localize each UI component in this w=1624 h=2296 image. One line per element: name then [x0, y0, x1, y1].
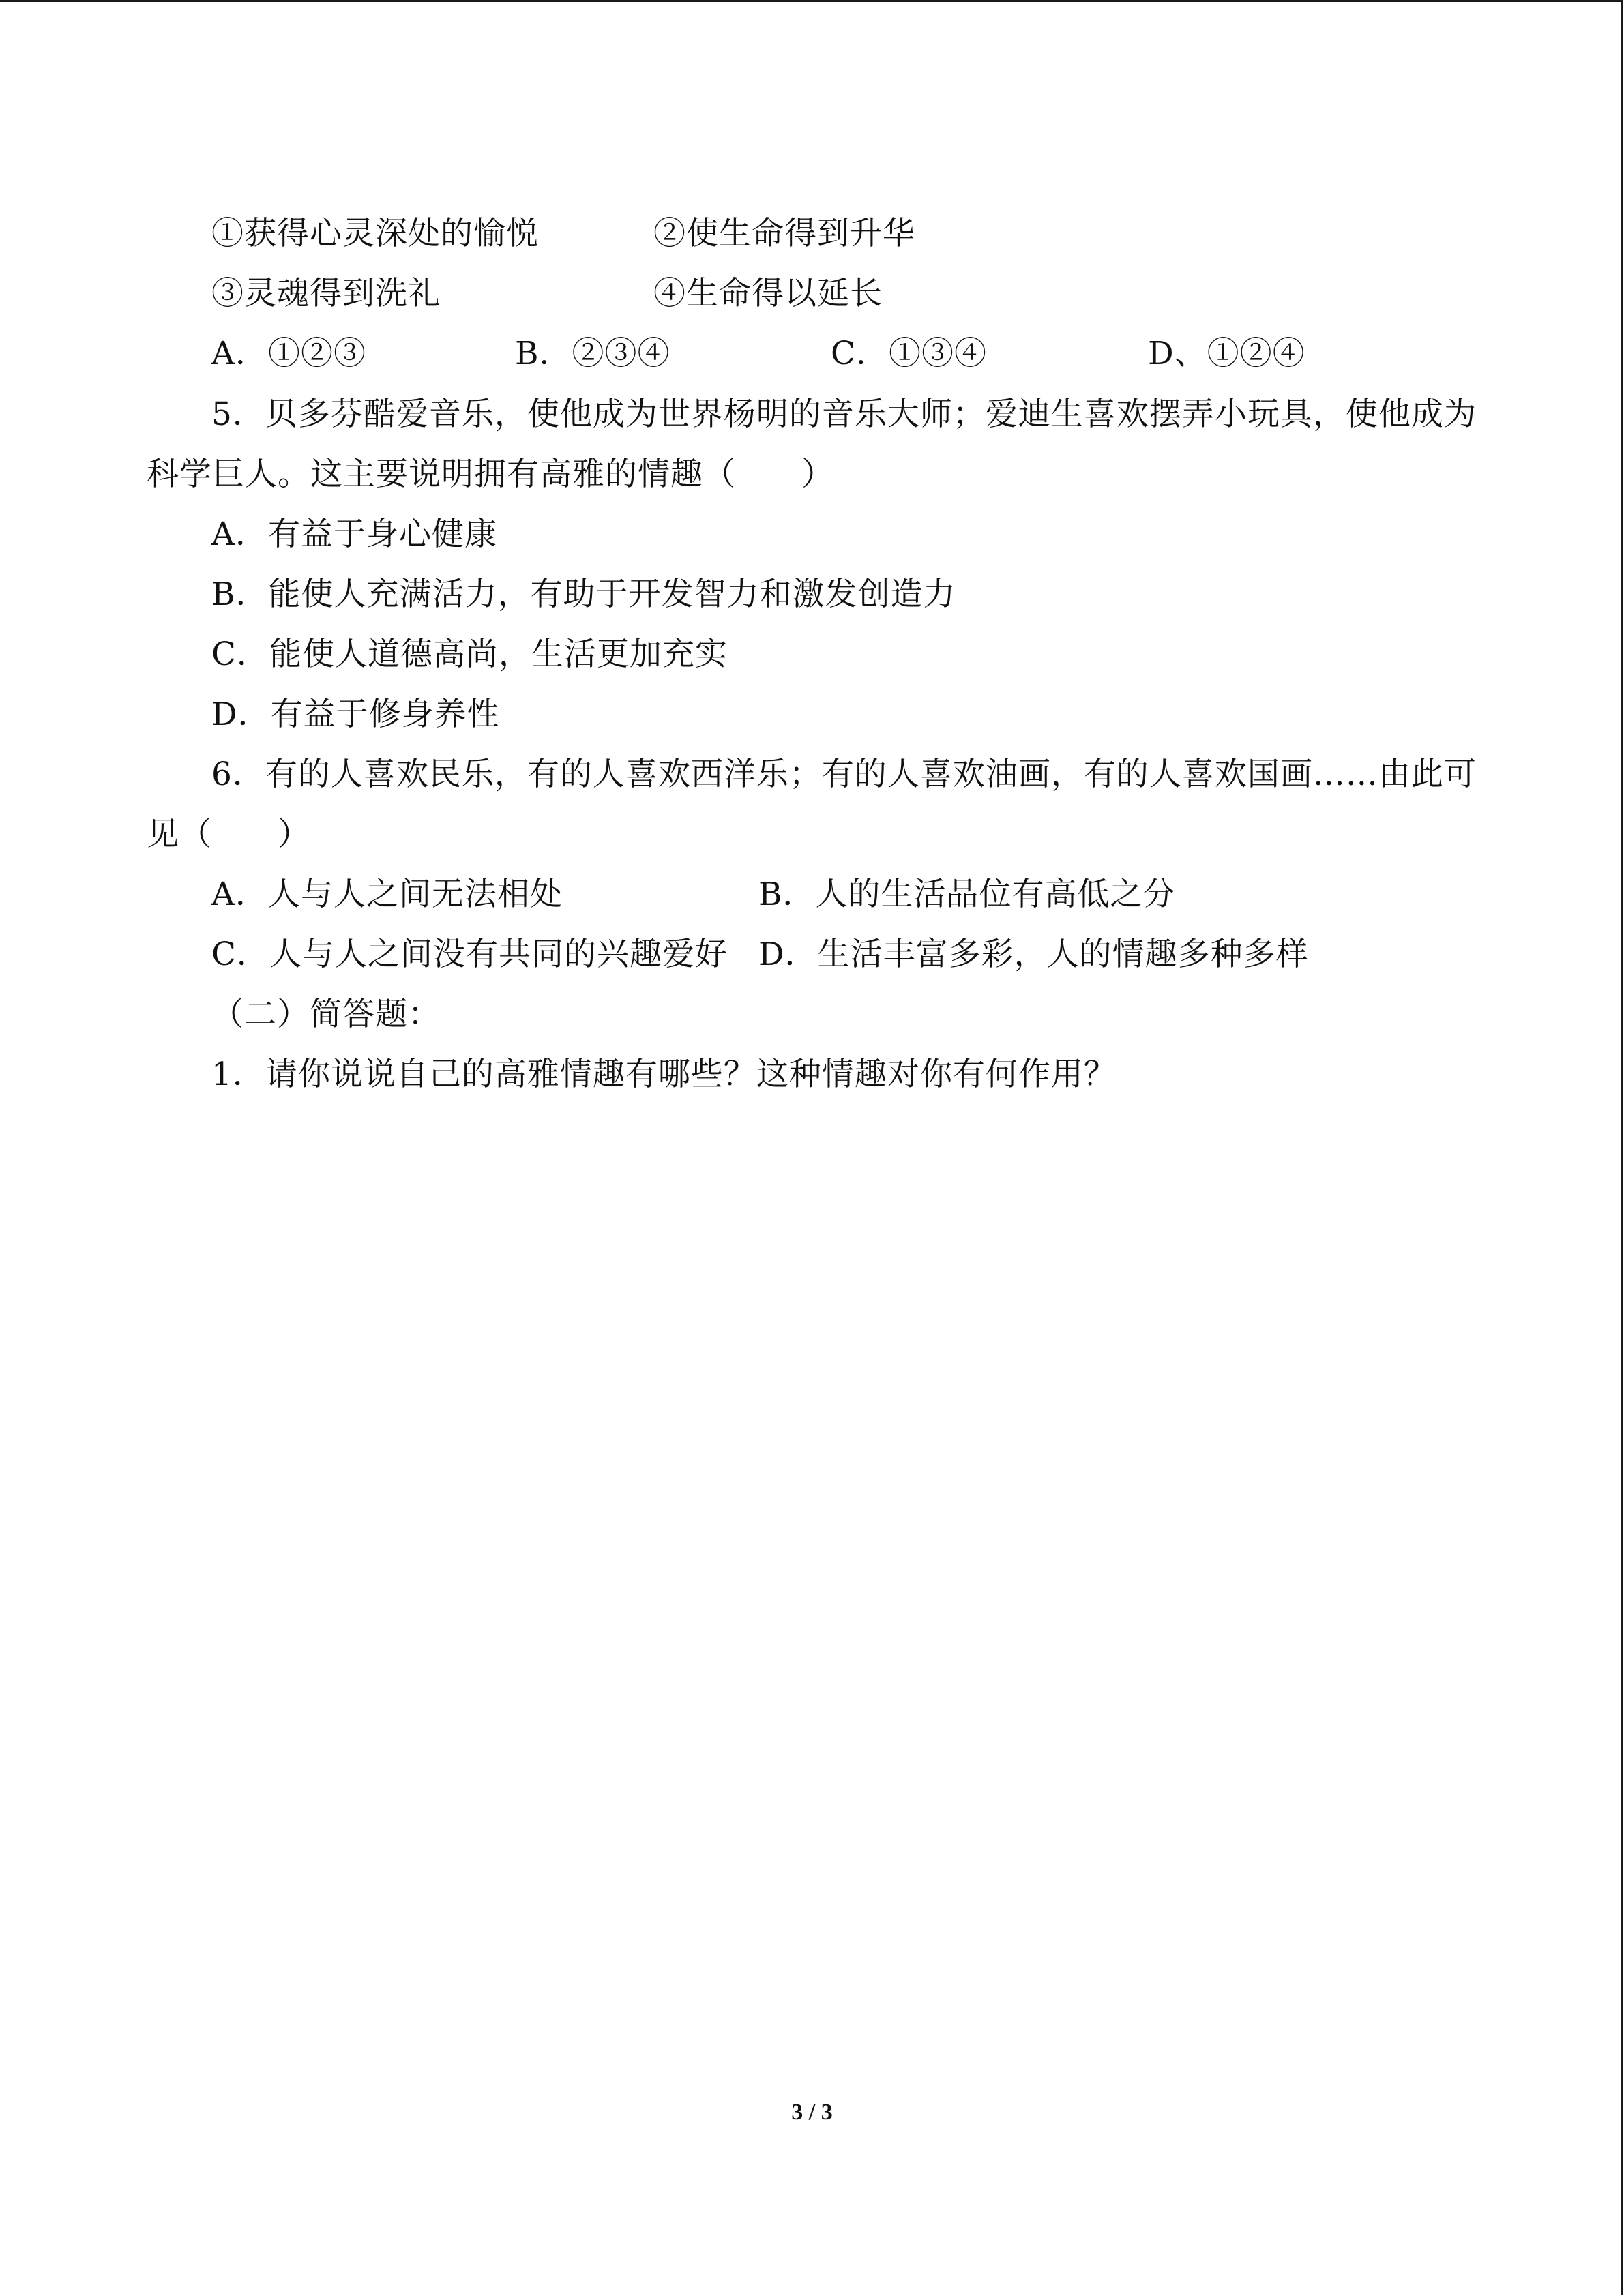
- q5-choice-d: D．有益于修身养性: [211, 696, 500, 733]
- q4-option-2: ②使生命得到升华: [653, 215, 915, 252]
- q5-stem-line2: 科学巨人。这主要说明拥有高雅的情趣（ ）: [147, 456, 834, 493]
- section2-question-1: 1．请你说说自己的高雅情趣有哪些？这种情趣对你有何作用？: [211, 1056, 1117, 1093]
- page-number: 3 / 3: [791, 2100, 833, 2125]
- q6-choice-b: B．人的生活品位有高低之分: [758, 876, 1176, 913]
- q6-stem-line1: 6．有的人喜欢民乐，有的人喜欢西洋乐；有的人喜欢油画，有的人喜欢国画……由此可: [211, 756, 1477, 793]
- q4-option-4: ④生命得以延长: [653, 275, 883, 312]
- q5-choice-b: B．能使人充满活力，有助于开发智力和激发创造力: [211, 576, 956, 613]
- q5-stem-line1: 5．贝多芬酷爱音乐，使他成为世界杨明的音乐大师；爱迪生喜欢摆弄小玩具，使他成为: [211, 396, 1477, 433]
- q4-choice-c: C．①③④: [831, 335, 987, 372]
- q5-choice-c: C．能使人道德高尚，生活更加充实: [211, 636, 728, 673]
- q4-option-3: ③灵魂得到洗礼: [211, 275, 441, 312]
- section2-heading: （二）简答题：: [211, 996, 441, 1033]
- q6-choice-a: A．人与人之间无法相处: [211, 876, 563, 913]
- q6-choice-c: C．人与人之间没有共同的兴趣爱好: [211, 936, 728, 973]
- q5-choice-a: A．有益于身心健康: [211, 516, 497, 553]
- q4-choice-a: A．①②③: [211, 335, 366, 372]
- q4-choice-b: B．②③④: [515, 335, 670, 372]
- q6-stem-line2: 见（ ）: [147, 816, 310, 853]
- q4-option-1: ①获得心灵深处的愉悦: [211, 215, 539, 252]
- q4-choice-d: D、①②④: [1148, 335, 1305, 372]
- q6-choice-d: D．生活丰富多彩，人的情趣多种多样: [758, 936, 1309, 973]
